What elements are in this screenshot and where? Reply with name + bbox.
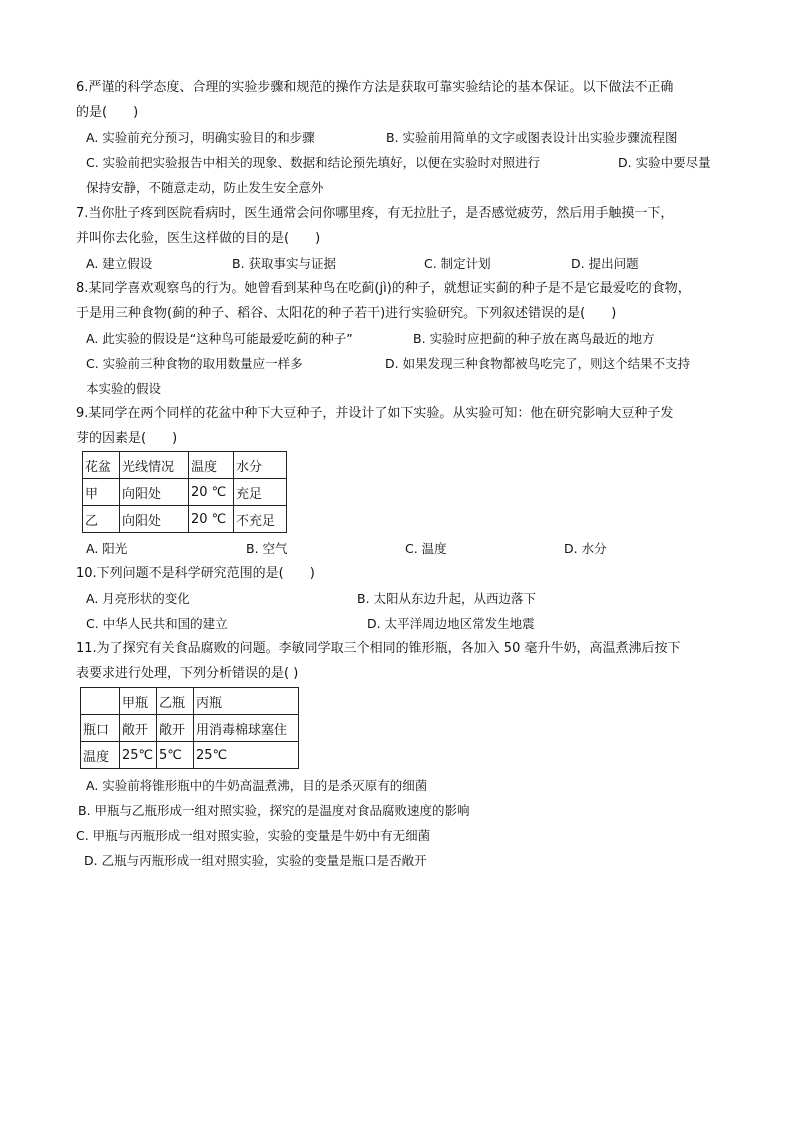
q6-option-b: B. 实验前用简单的文字或图表设计出实验步骤流程图 <box>386 130 678 145</box>
table-cell: 敞开 <box>120 715 157 742</box>
table-cell: 不充足 <box>234 506 287 533</box>
q6-option-d-cont: 保持安静，不随意走动，防止发生安全意外 <box>86 180 324 195</box>
table-cell: 乙 <box>83 506 120 533</box>
table-header: 温度 <box>189 452 234 479</box>
q7-stem-line1: 7.当你肚子疼到医院看病时，医生通常会问你哪里疼，有无拉肚子，是否感觉疲劳，然后用手触摸一下， <box>76 206 674 221</box>
q10-option-c: C. 中华人民共和国的建立 <box>86 616 228 631</box>
q7-option-d: D. 提出问题 <box>571 256 639 271</box>
q9-stem-line1: 9.某同学在两个同样的花盆中种下大豆种子，并设计了如下实验。从实验可知：他在研究影响大豆种子发 <box>76 406 674 421</box>
q6-stem-line1: 6.严谨的科学态度、合理的实验步骤和规范的操作方法是获取可靠实验结论的基本保证。以下做法不正确 <box>76 80 674 95</box>
q9-option-c: C. 温度 <box>405 541 447 556</box>
q8-option-b: B. 实验时应把蓟的种子放在离鸟最近的地方 <box>413 331 655 346</box>
table-row <box>81 715 299 742</box>
q11-table <box>80 687 299 769</box>
table-header: 乙瓶 <box>157 688 194 715</box>
table-cell: 向阳处 <box>120 479 189 506</box>
table-cell: 5℃ <box>157 742 194 769</box>
q6-option-a: A. 实验前充分预习，明确实验目的和步骤 <box>86 130 315 145</box>
table-cell: 向阳处 <box>120 506 189 533</box>
q8-option-d: D. 如果发现三种食物都被鸟吃完了，则这个结果不支持 <box>385 356 691 371</box>
q11-option-c: C. 甲瓶与丙瓶形成一组对照实验，实验的变量是牛奶中有无细菌 <box>76 828 431 843</box>
q7-option-c: C. 制定计划 <box>424 256 491 271</box>
table-header: 水分 <box>234 452 287 479</box>
q10-option-d: D. 太平洋周边地区常发生地震 <box>367 616 535 631</box>
table-row <box>83 452 287 479</box>
table-cell: 瓶口 <box>81 715 120 742</box>
q9-option-b: B. 空气 <box>246 541 288 556</box>
q8-option-d-cont: 本实验的假设 <box>86 381 162 396</box>
q9-option-a: A. 阳光 <box>86 541 128 556</box>
q8-option-c: C. 实验前三种食物的取用数量应一样多 <box>86 356 303 371</box>
table-cell: 20 ℃ <box>189 479 234 506</box>
q8-stem-line1: 8.某同学喜欢观察鸟的行为。她曾看到某种鸟在吃蓟(jì)的种子，就想证实蓟的种子是不是它最爱吃的食物， <box>76 281 691 296</box>
q9-option-d: D. 水分 <box>564 541 607 556</box>
q6-option-c: C. 实验前把实验报告中相关的现象、数据和结论预先填好，以便在实验时对照进行 <box>86 155 541 170</box>
table-cell: 用消毒棉球塞住 <box>194 715 299 742</box>
q6-option-d: D. 实验中要尽量 <box>618 155 711 170</box>
q10-option-b: B. 太阳从东边升起，从西边落下 <box>357 591 537 606</box>
q9-stem-line2: 芽的因素是( ) <box>76 431 178 446</box>
table-header: 甲瓶 <box>120 688 157 715</box>
table-header: 丙瓶 <box>194 688 299 715</box>
table-cell: 充足 <box>234 479 287 506</box>
q11-stem-line2: 表要求进行处理，下列分析错误的是( ) <box>76 666 299 681</box>
table-cell: 温度 <box>81 742 120 769</box>
q8-option-a: A. 此实验的假设是“这种鸟可能最爱吃蓟的种子” <box>86 331 353 346</box>
table-header: 光线情况 <box>120 452 189 479</box>
q6-stem-line2: 的是( ) <box>76 105 139 120</box>
q7-stem-line2: 并叫你去化验，医生这样做的目的是( ) <box>76 231 321 246</box>
q10-option-a: A. 月亮形状的变化 <box>86 591 190 606</box>
q11-option-a: A. 实验前将锥形瓶中的牛奶高温煮沸，目的是杀灭原有的细菌 <box>86 778 428 793</box>
table-header: 花盆 <box>83 452 120 479</box>
q11-stem-line1: 11.为了探究有关食品腐败的问题。李敏同学取三个相同的锥形瓶，各加入 50 毫升牛奶，高温煮沸后按下 <box>76 641 681 656</box>
q10-stem: 10.下列问题不是科学研究范围的是( ) <box>76 566 315 581</box>
table-row <box>83 479 287 506</box>
table-cell: 敞开 <box>157 715 194 742</box>
table-row <box>81 688 299 715</box>
q11-option-b: B. 甲瓶与乙瓶形成一组对照实验，探究的是温度对食品腐败速度的影响 <box>78 803 470 818</box>
table-cell: 甲 <box>83 479 120 506</box>
q7-option-b: B. 获取事实与证据 <box>232 256 337 271</box>
table-row <box>81 742 299 769</box>
q9-table <box>82 451 287 533</box>
table-cell: 20 ℃ <box>189 506 234 533</box>
table-header <box>81 688 120 715</box>
q7-option-a: A. 建立假设 <box>86 256 153 271</box>
table-cell: 25℃ <box>120 742 157 769</box>
q8-stem-line2: 于是用三种食物(蓟的种子、稻谷、太阳花的种子若干)进行实验研究。下列叙述错误的是( ) <box>76 306 617 321</box>
table-cell: 25℃ <box>194 742 299 769</box>
table-row <box>83 506 287 533</box>
q11-option-d: D. 乙瓶与丙瓶形成一组对照实验，实验的变量是瓶口是否敞开 <box>84 853 427 868</box>
